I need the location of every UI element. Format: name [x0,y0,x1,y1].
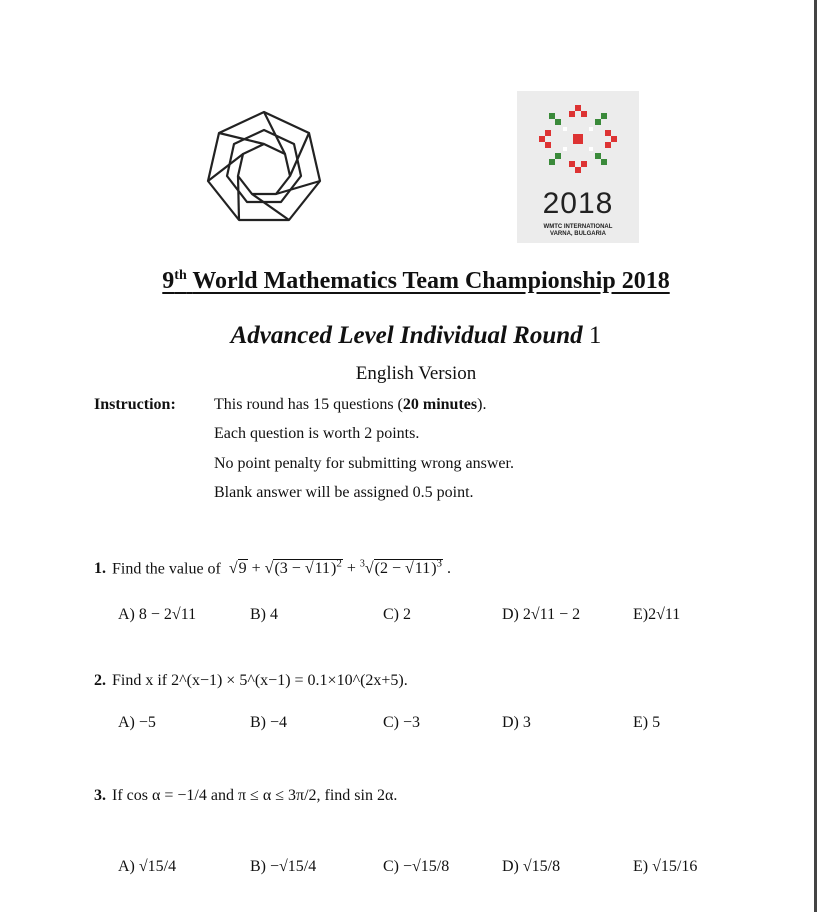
q2-option-e[interactable]: E) 5 [633,714,661,731]
q2-option-b[interactable]: B) −4 [250,714,288,731]
q1-option-d[interactable]: D) 2√11 − 2 [502,606,581,623]
badge-line2: VARNA, BULGARIA [550,231,606,237]
q2-option-a[interactable]: A) −5 [118,714,156,731]
page-subtitle [0,322,817,350]
q2-option-d[interactable]: D) 3 [502,714,531,731]
q3-option-c[interactable]: C) −√15/8 [383,858,450,875]
title-sup: th [174,268,187,283]
instruction-line-2: Each question is worth 2 points. [214,425,420,442]
q2-option-c[interactable]: C) −3 [383,714,421,731]
q1-option-e[interactable]: E)2√11 [633,606,681,623]
q1-option-a[interactable]: A) 8 − 2√11 [118,606,197,623]
question-3 [94,787,397,805]
question-1-number: 1. [94,560,106,578]
title-main: World Mathematics Team Championship 2018 [192,268,670,294]
badge-year: 2018 [542,187,614,220]
heptagon-logo-icon [205,108,323,226]
instruction-line-1: This round has 15 questions (20 minutes). [214,396,487,413]
q1-option-b[interactable]: B) 4 [250,606,278,623]
subtitle-num: 1 [588,322,602,349]
wmtc-badge [517,91,639,243]
q3-option-b[interactable]: B) −√15/4 [250,858,317,875]
question-3-number: 3. [94,787,106,804]
question-1-expression: $√9 + √(3 - √11)^2 + ^3√(2 - √11)^3$ . [228,558,452,578]
question-2-number: 2. [94,672,106,689]
q3-option-d[interactable]: D) √15/8 [502,858,561,875]
subtitle-text: Advanced Level Individual Round [230,322,583,349]
question-2-text: Find x if 2^(x−1) × 5^(x−1) = 0.1×10^(2x+5). [112,672,408,689]
badge-line1: WMTC INTERNATIONAL [543,224,613,230]
snowflake-ornament-icon [533,99,623,179]
title-prefix: 9 [162,268,175,294]
question-1-text: Find the value of [112,560,221,578]
instruction-line-3: No point penalty for submitting wrong answer. [214,455,514,472]
question-2 [94,672,408,690]
q3-option-e[interactable]: E) √15/16 [633,858,698,875]
question-1 [94,558,451,578]
instruction-label: Instruction: [94,396,176,413]
version-label: English Version [355,363,477,384]
q1-option-c[interactable]: C) 2 [383,606,411,623]
q3-option-a[interactable]: A) √15/4 [118,858,177,875]
instruction-line-4: Blank answer will be assigned 0.5 point. [214,484,474,501]
question-3-text: If cos α = −1/4 and π ≤ α ≤ 3π/2, find sin 2α. [112,787,398,804]
page-title [0,268,817,295]
